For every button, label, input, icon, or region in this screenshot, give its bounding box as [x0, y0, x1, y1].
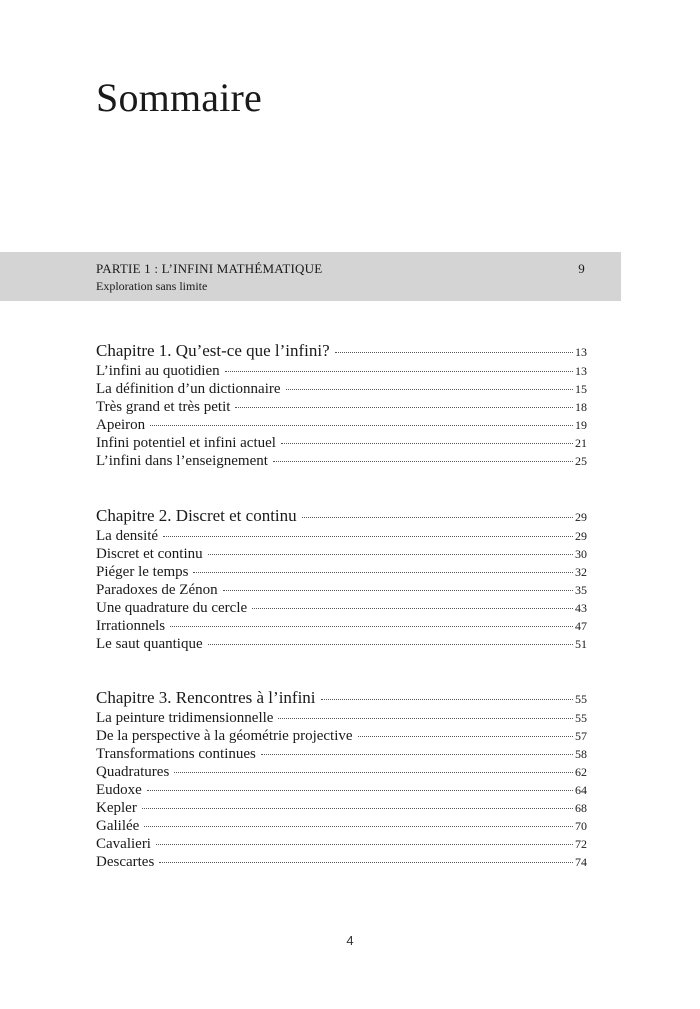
- entry-label: L’infini au quotidien: [96, 363, 220, 379]
- entry-label: Infini potentiel et infini actuel: [96, 435, 276, 451]
- entry-label: Transformations continues: [96, 746, 256, 762]
- entry-page: 58: [575, 747, 587, 761]
- entry-label: Galilée: [96, 818, 140, 834]
- entry-label: Le saut quantique: [96, 636, 203, 652]
- part-subtitle: Exploration sans limite: [96, 279, 208, 293]
- dot-leader: [278, 718, 573, 719]
- toc-entry[interactable]: [96, 835, 587, 853]
- entry-page: 72: [575, 837, 587, 851]
- entry-page: 18: [575, 400, 587, 414]
- dot-leader: [174, 772, 573, 773]
- chapter-page: 13: [575, 345, 587, 359]
- entry-label: L’infini dans l’enseignement: [96, 453, 268, 469]
- page-title: Sommaire: [96, 75, 263, 120]
- chapter-title: Chapitre 1. Qu’est-ce que l’infini?: [96, 341, 330, 360]
- dot-leader: [156, 844, 573, 845]
- entry-label: De la perspective à la géométrie projective: [96, 728, 353, 744]
- toc-entry[interactable]: [96, 817, 587, 835]
- toc-entry[interactable]: [96, 799, 587, 817]
- dot-leader: [235, 407, 573, 408]
- chapter-3: [96, 687, 587, 871]
- dot-leader: [163, 536, 573, 537]
- dot-leader: [144, 826, 573, 827]
- entry-page: 68: [575, 801, 587, 815]
- chapter-2: [96, 505, 587, 653]
- entry-label: Apeiron: [96, 417, 146, 433]
- entry-label: Une quadrature du cercle: [96, 600, 248, 616]
- entry-page: 62: [575, 765, 587, 779]
- dot-leader: [302, 517, 573, 518]
- part-heading: [96, 261, 585, 277]
- entry-page: 30: [575, 547, 587, 561]
- entry-page: 19: [575, 418, 587, 432]
- entry-label: La définition d’un dictionnaire: [96, 381, 281, 397]
- chapter-page: 55: [575, 692, 587, 706]
- toc-entry[interactable]: [96, 380, 587, 398]
- toc-entry[interactable]: [96, 635, 587, 653]
- toc-entry[interactable]: [96, 581, 587, 599]
- entry-label: Kepler: [96, 800, 137, 816]
- entry-label: La densité: [96, 528, 159, 544]
- toc-entry[interactable]: [96, 853, 587, 871]
- toc-entry[interactable]: [96, 545, 587, 563]
- entry-page: 25: [575, 454, 587, 468]
- chapter-heading[interactable]: [96, 687, 587, 709]
- chapter-page: 29: [575, 510, 587, 524]
- dot-leader: [261, 754, 573, 755]
- dot-leader: [142, 808, 573, 809]
- dot-leader: [193, 572, 573, 573]
- entry-label: Paradoxes de Zénon: [96, 582, 218, 598]
- dot-leader: [252, 608, 573, 609]
- toc-entry[interactable]: [96, 745, 587, 763]
- toc-entry[interactable]: [96, 452, 587, 470]
- toc-entry[interactable]: [96, 709, 587, 727]
- toc-entry[interactable]: [96, 563, 587, 581]
- chapter-title: Chapitre 3. Rencontres à l’infini: [96, 688, 316, 707]
- entry-label: La peinture tridimensionnelle: [96, 710, 274, 726]
- chapter-heading[interactable]: [96, 340, 587, 362]
- entry-label: Descartes: [96, 854, 155, 870]
- entry-page: 70: [575, 819, 587, 833]
- page-number: 4: [346, 933, 354, 948]
- chapter-title: Chapitre 2. Discret et continu: [96, 506, 297, 525]
- chapter-1: [96, 340, 587, 470]
- entry-page: 57: [575, 729, 587, 743]
- dot-leader: [170, 626, 573, 627]
- entry-label: Cavalieri: [96, 836, 151, 852]
- dot-leader: [223, 590, 573, 591]
- entry-label: Très grand et très petit: [96, 399, 231, 415]
- part-label: PARTIE 1 : L’INFINI MATHÉMATIQUE: [96, 261, 323, 276]
- entry-label: Quadratures: [96, 764, 170, 780]
- dot-leader: [208, 644, 573, 645]
- toc-entry[interactable]: [96, 416, 587, 434]
- entry-page: 47: [575, 619, 587, 633]
- toc-entry[interactable]: [96, 362, 587, 380]
- toc-entry[interactable]: [96, 527, 587, 545]
- entry-page: 29: [575, 529, 587, 543]
- dot-leader: [273, 461, 573, 462]
- dot-leader: [150, 425, 573, 426]
- entry-page: 74: [575, 855, 587, 869]
- dot-leader: [321, 699, 573, 700]
- entry-page: 55: [575, 711, 587, 725]
- entry-page: 13: [575, 364, 587, 378]
- entry-label: Irrationnels: [96, 618, 166, 634]
- toc-entry[interactable]: [96, 781, 587, 799]
- entry-page: 43: [575, 601, 587, 615]
- part-banner: [0, 252, 621, 301]
- entry-page: 64: [575, 783, 587, 797]
- entry-page: 15: [575, 382, 587, 396]
- dot-leader: [147, 790, 573, 791]
- entry-page: 35: [575, 583, 587, 597]
- dot-leader: [286, 389, 573, 390]
- dot-leader: [225, 371, 573, 372]
- entry-page: 32: [575, 565, 587, 579]
- toc-entry[interactable]: [96, 763, 587, 781]
- entry-page: 21: [575, 436, 587, 450]
- toc-entry[interactable]: [96, 398, 587, 416]
- dot-leader: [159, 862, 573, 863]
- entry-label: Piéger le temps: [96, 564, 189, 580]
- entry-label: Eudoxe: [96, 782, 142, 798]
- entry-label: Discret et continu: [96, 546, 203, 562]
- toc-entry[interactable]: [96, 727, 587, 745]
- chapter-heading[interactable]: [96, 505, 587, 527]
- part-page: 9: [578, 261, 585, 276]
- entry-page: 51: [575, 637, 587, 651]
- toc-entry[interactable]: [96, 617, 587, 635]
- toc-entry[interactable]: [96, 434, 587, 452]
- dot-leader: [281, 443, 573, 444]
- dot-leader: [335, 352, 573, 353]
- dot-leader: [208, 554, 573, 555]
- dot-leader: [358, 736, 573, 737]
- toc-entry[interactable]: [96, 599, 587, 617]
